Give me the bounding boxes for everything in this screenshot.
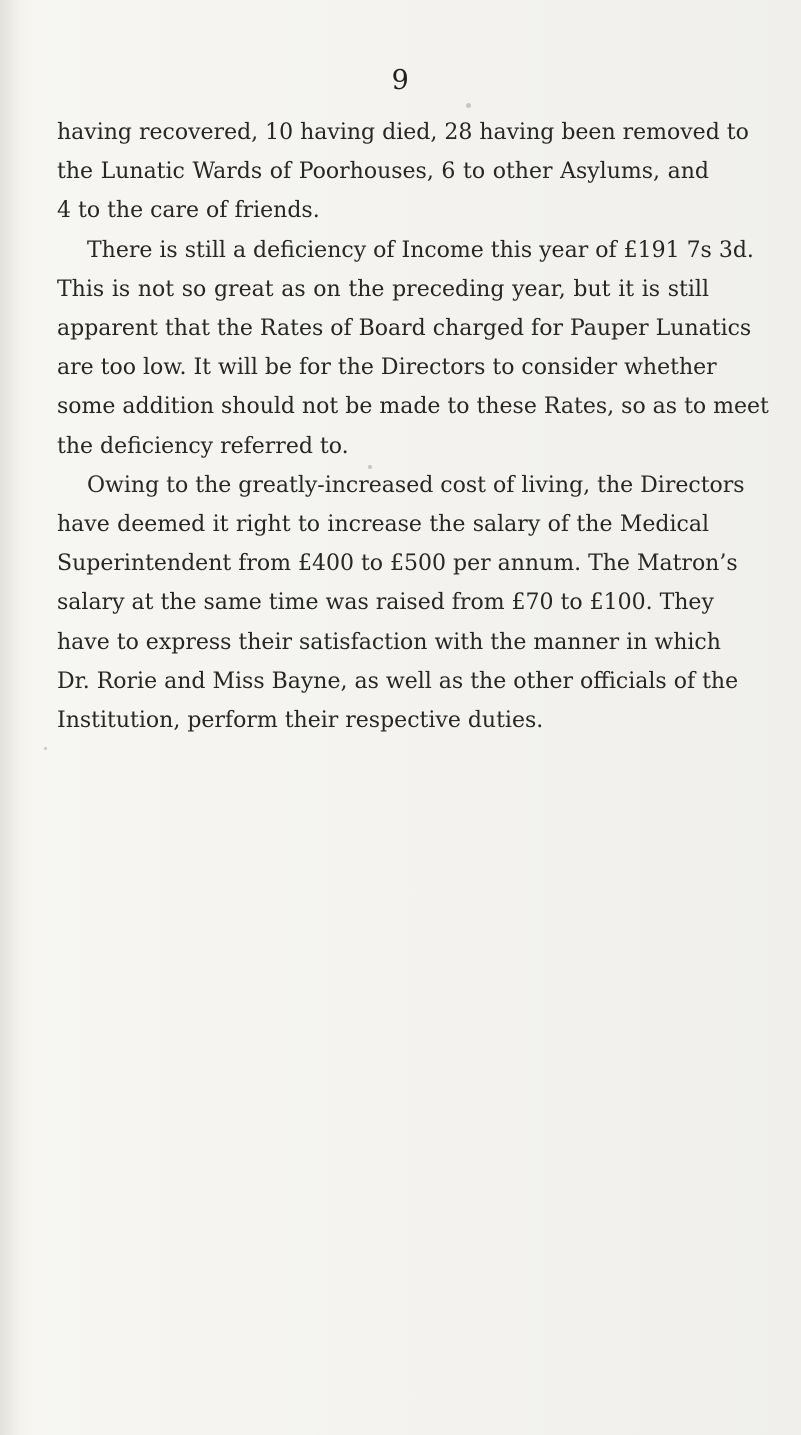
text-line: the deficiency referred to. xyxy=(57,433,349,459)
text-line: salary at the same time was raised from £70 to £100. They xyxy=(57,590,714,616)
text-line: Institution, perform their respective duties. xyxy=(57,708,544,734)
text-line: have deemed it right to increase the salary of the Medical xyxy=(57,512,709,538)
body-text xyxy=(57,113,769,740)
text-line: 4 to the care of friends. xyxy=(57,198,320,224)
text-line: Superintendent from £400 to £500 per annum. The Matron’s xyxy=(57,551,738,577)
text-line: having recovered, 10 having died, 28 having been removed to xyxy=(57,120,749,145)
text-line: some addition should not be made to these Rates, so as to meet xyxy=(57,394,769,420)
text-line: There is still a deficiency of Income this year of £191 7s 3d. xyxy=(87,237,754,263)
text-line: have to express their satisfaction with the manner in which xyxy=(57,629,721,655)
text-line: Owing to the greatly-increased cost of living, the Directors xyxy=(87,472,745,498)
text-line: are too low. It will be for the Directors to consider whether xyxy=(57,355,717,381)
text-line: apparent that the Rates of Board charged for Pauper Lunatics xyxy=(57,316,752,342)
scan-speck xyxy=(44,747,47,750)
text-line: This is not so great as on the preceding year, but it is still xyxy=(57,276,709,302)
page-number: 9 xyxy=(391,65,410,96)
scan-speck xyxy=(466,103,471,108)
binding-shadow xyxy=(0,0,34,1435)
scan-speck xyxy=(368,465,372,469)
text-line: Dr. Rorie and Miss Bayne, as well as the other officials of the xyxy=(57,668,739,694)
text-line: the Lunatic Wards of Poorhouses, 6 to other Asylums, and xyxy=(57,159,709,185)
